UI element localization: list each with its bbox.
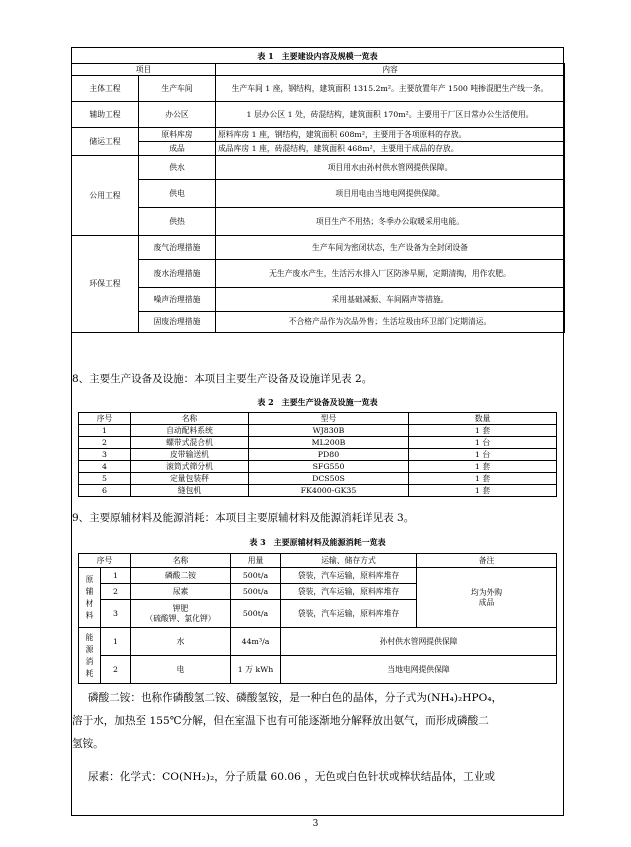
table2-cell: 皮带输送机 bbox=[131, 449, 249, 461]
table3-cell: 1 bbox=[101, 628, 131, 656]
paragraph-9: 9、主要原辅材料及能源消耗：本项目主要原辅材料及能源消耗详见表 3。 bbox=[72, 512, 415, 524]
table2-cell: DCS50S bbox=[249, 473, 409, 485]
table1-content: 无生产废水产生，生活污水排入厂区防渗旱厕，定期清掏，用作农肥。 bbox=[216, 260, 565, 288]
table1-item: 生产车间 bbox=[139, 76, 216, 102]
table2-cell: 4 bbox=[79, 461, 131, 473]
text-block-2: 尿素：化学式：CO(NH₂)₂，分子质量 60.06 ，无色或白色针状或棒状结晶体，工业或 bbox=[88, 771, 495, 783]
table1-item: 原料库房 bbox=[139, 128, 216, 142]
table3-cell: 袋装，汽车运输，原料库堆存 bbox=[281, 600, 417, 628]
paragraph-8: 8、主要生产设备及设施：本项目主要生产设备及设施详见表 2。 bbox=[72, 373, 373, 385]
table1-cat: 辅助工程 bbox=[72, 102, 139, 128]
text-line: 溶于水，加热至 155℃分解，但在室温下也有可能逐渐地分解释放出氨气，而形成磷酸二 bbox=[72, 715, 489, 727]
table1-header-item: 项目 bbox=[72, 64, 216, 76]
table3-group-energy-label: 能 源 消 耗 bbox=[85, 632, 94, 678]
table1-caption: 表 1 主要建设内容及规模一览表 bbox=[257, 51, 378, 61]
table1-item: 噪声治理措施 bbox=[139, 288, 216, 312]
table2-cell: 自动配料系统 bbox=[131, 425, 249, 437]
table1-content: 不合格产品作为次品外售；生活垃圾由环卫部门定期清运。 bbox=[216, 312, 565, 333]
table1-item: 废水治理措施 bbox=[139, 260, 216, 288]
table1-content: 项目用水由孙村供水管网提供保障。 bbox=[216, 156, 565, 180]
table3-cell: 500t/a bbox=[231, 600, 281, 628]
table1-item: 办公区 bbox=[139, 102, 216, 128]
table2-cell: 5 bbox=[79, 473, 131, 485]
table3-caption: 表 3 主要原辅材料及能源消耗一览表 bbox=[249, 537, 386, 547]
table1-item: 供水 bbox=[139, 156, 216, 180]
table3-note bbox=[417, 568, 557, 628]
table2-cell: 3 bbox=[79, 449, 131, 461]
table1-cat: 公用工程 bbox=[72, 156, 139, 236]
table2-cell: 1 套 bbox=[409, 485, 557, 497]
table3-group-raw-label: 原 辅 材 料 bbox=[85, 574, 94, 620]
table1-item: 供电 bbox=[139, 180, 216, 208]
table1-content: 生产车间 1 座，钢结构，建筑面积 1315.2m²。主要放置年产 1500 吨掺混肥生产线一条。 bbox=[216, 76, 565, 102]
table3-cell: 袋装，汽车运输，原料库堆存 bbox=[281, 568, 417, 584]
table3-note-line: 均为外购 bbox=[470, 587, 503, 597]
table2-cell: ML200B bbox=[249, 437, 409, 449]
table1-item: 供热 bbox=[139, 208, 216, 236]
table2-cell: 6 bbox=[79, 485, 131, 497]
table3-header: 名称 bbox=[131, 554, 231, 568]
table3-cell: 3 bbox=[101, 600, 131, 628]
table1-item: 废气治理措施 bbox=[139, 236, 216, 260]
table2 bbox=[78, 412, 557, 497]
table3-cell: 尿素 bbox=[131, 584, 231, 600]
table3 bbox=[78, 553, 557, 684]
table3-cell-line: （硫酸钾、氯化钾） bbox=[145, 613, 216, 623]
table2-cell: SFG550 bbox=[249, 461, 409, 473]
table3-cell: 磷酸二铵 bbox=[131, 568, 231, 584]
table2-cell: WJ830B bbox=[249, 425, 409, 437]
table1-content: 1 层办公区 1 处，砖混结构，建筑面积 170m²。主要用于厂区日常办公生活使用。 bbox=[216, 102, 565, 128]
table3-group-energy bbox=[79, 628, 101, 684]
table1-cat: 储运工程 bbox=[72, 128, 139, 156]
table3-cell: 2 bbox=[101, 584, 131, 600]
table1 bbox=[71, 63, 565, 333]
table2-cell: PD80 bbox=[249, 449, 409, 461]
table3-header: 运输、储存方式 bbox=[281, 554, 417, 568]
table1-content: 采用基础减振、车间隔声等措施。 bbox=[216, 288, 565, 312]
table3-cell: 44m³/a bbox=[231, 628, 281, 656]
table3-cell: 500t/a bbox=[231, 568, 281, 584]
table3-cell-line: 钾肥 bbox=[172, 603, 189, 613]
table2-cell: 滚筒式筛分机 bbox=[131, 461, 249, 473]
table3-cell: 1 bbox=[101, 568, 131, 584]
text-block-1 bbox=[72, 687, 560, 756]
table3-header: 用量 bbox=[231, 554, 281, 568]
table2-header: 名称 bbox=[131, 413, 249, 425]
table2-header: 序号 bbox=[79, 413, 131, 425]
table1-content: 生产车间为密闭状态，生产设备为全封闭设备 bbox=[216, 236, 565, 260]
table3-cell: 500t/a bbox=[231, 584, 281, 600]
table3-cell bbox=[131, 600, 231, 628]
table3-cell: 孙村供水管网提供保障 bbox=[281, 628, 557, 656]
table1-content: 原料库房 1 座，钢结构，建筑面积 608m²，主要用于各项原料的存放。 bbox=[216, 128, 565, 142]
table3-cell: 2 bbox=[101, 656, 131, 684]
table1-content: 成品库房 1 座，砖混结构，建筑面积 468m²，主要用于成品的存放。 bbox=[216, 142, 565, 156]
table1-item: 固废治理措施 bbox=[139, 312, 216, 333]
text-line: 氢铵。 bbox=[72, 738, 104, 750]
page-number: 3 bbox=[312, 819, 319, 829]
table3-group-raw bbox=[79, 568, 101, 628]
table3-cell: 水 bbox=[131, 628, 231, 656]
table2-cell: 缝包机 bbox=[131, 485, 249, 497]
table2-cell: 1 台 bbox=[409, 449, 557, 461]
table3-note-line: 成品 bbox=[478, 597, 495, 607]
table2-cell: FK4000-GK35 bbox=[249, 485, 409, 497]
table2-cell: 螺带式混合机 bbox=[131, 437, 249, 449]
table1-cat: 主体工程 bbox=[72, 76, 139, 102]
table3-cell: 电 bbox=[131, 656, 231, 684]
table2-cell: 2 bbox=[79, 437, 131, 449]
table2-cell: 1 套 bbox=[409, 425, 557, 437]
table3-cell: 1 万 kWh bbox=[231, 656, 281, 684]
table2-cell: 1 套 bbox=[409, 473, 557, 485]
table3-header: 备注 bbox=[417, 554, 557, 568]
table1-content: 项目生产不用热；冬季办公取暖采用电能。 bbox=[216, 208, 565, 236]
table2-cell: 1 台 bbox=[409, 437, 557, 449]
table1-header-content: 内容 bbox=[216, 64, 565, 76]
table3-cell: 当地电网提供保障 bbox=[281, 656, 557, 684]
table1-cat: 环保工程 bbox=[72, 236, 139, 333]
table3-header: 序号 bbox=[79, 554, 131, 568]
table2-header: 型号 bbox=[249, 413, 409, 425]
table2-cell: 1 bbox=[79, 425, 131, 437]
table2-cell: 1 套 bbox=[409, 461, 557, 473]
table2-caption: 表 2 主要生产设备及设施一览表 bbox=[257, 397, 378, 407]
table1-item: 成品 bbox=[139, 142, 216, 156]
table1-content: 项目用电由当地电网提供保障。 bbox=[216, 180, 565, 208]
table2-cell: 定量包装秤 bbox=[131, 473, 249, 485]
table2-header: 数量 bbox=[409, 413, 557, 425]
table3-cell: 袋装，汽车运输，原料库堆存 bbox=[281, 584, 417, 600]
text-line: 磷酸二铵：也称作磷酸氢二铵、磷酸氢铵，是一种白色的晶体，分子式为(NH₄)₂HPO₄， bbox=[88, 692, 503, 704]
